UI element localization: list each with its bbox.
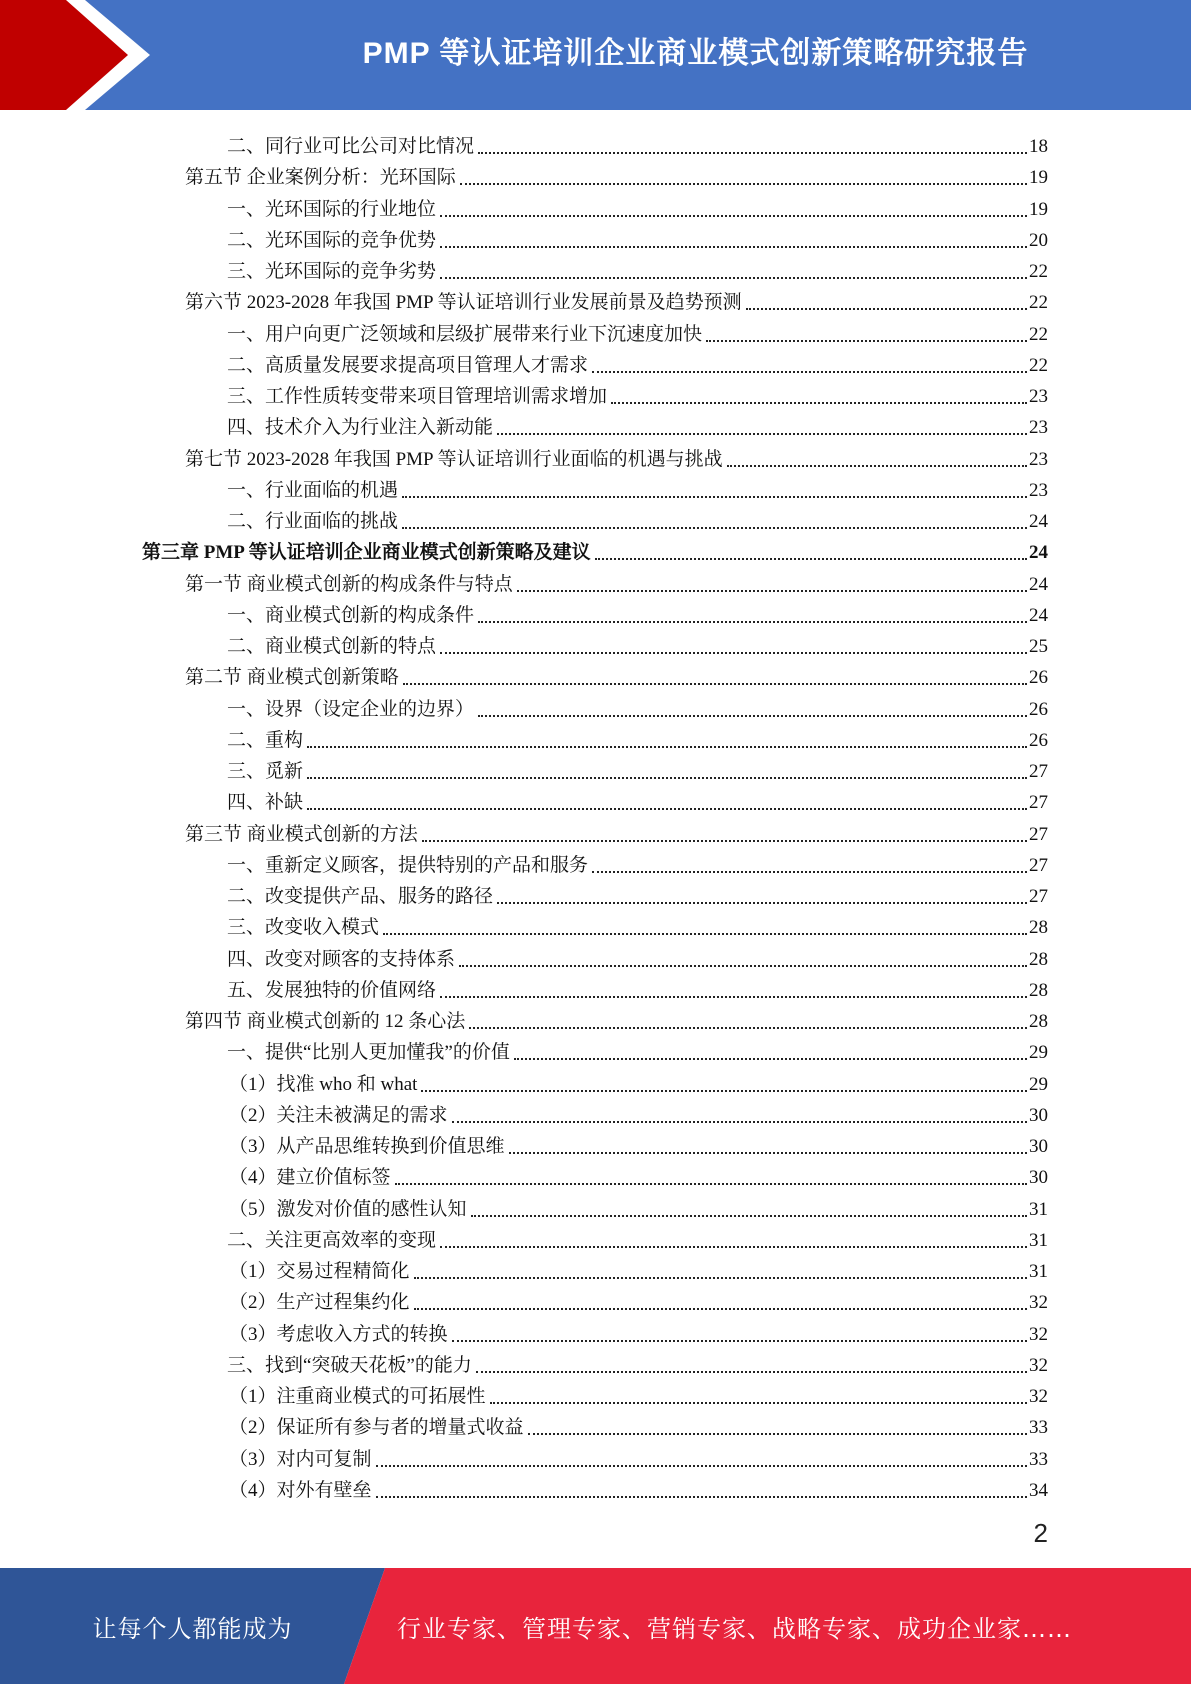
toc-entry-page: 26: [1029, 667, 1048, 689]
toc-entry-title: 第三节 商业模式创新的方法: [185, 823, 418, 845]
toc-entry-page: 20: [1029, 229, 1048, 251]
toc-dot-leader: [459, 964, 1027, 967]
toc-dot-leader: [706, 339, 1027, 342]
toc-entry-page: 23: [1029, 448, 1048, 470]
toc-entry-title: 第六节 2023-2028 年我国 PMP 等认证培训行业发展前景及趋势预测: [185, 292, 742, 314]
toc-dot-leader: [307, 745, 1027, 748]
toc-entry-page: 25: [1029, 636, 1048, 657]
toc-entry-page: 26: [1029, 729, 1048, 751]
toc-entry-title: 二、关注更高效率的变现: [227, 1229, 437, 1251]
toc-dot-leader: [414, 1307, 1027, 1310]
toc-dot-leader: [476, 1370, 1027, 1373]
toc-entry-title: 第四节 商业模式创新的 12 条心法: [185, 1011, 466, 1032]
toc-subsection-entry[interactable]: [229, 1315, 1048, 1346]
toc-entry-title: 三、找到“突破天花板”的能力: [227, 1354, 472, 1376]
toc-entry-title: （1）交易过程精简化: [229, 1261, 410, 1282]
page-header: [0, 0, 1191, 110]
toc-dot-leader: [592, 870, 1027, 873]
toc-section-entry[interactable]: [185, 1002, 1048, 1033]
toc-dot-leader: [611, 401, 1027, 404]
toc-section-entry[interactable]: [185, 565, 1048, 596]
toc-subsection-entry[interactable]: [229, 1096, 1048, 1127]
toc-entry-title: （3）考虑收入方式的转换: [229, 1323, 448, 1345]
toc-entry-page: 30: [1029, 1136, 1048, 1157]
toc-subsection-entry[interactable]: [227, 627, 1048, 658]
toc-dot-leader: [440, 214, 1027, 217]
toc-entry-title: 四、补缺: [227, 792, 304, 814]
toc-entry-page: 32: [1029, 1386, 1048, 1407]
toc-entry-title: 一、提供“比别人更加懂我”的价值: [227, 1042, 510, 1064]
toc-entry-page: 32: [1029, 1354, 1048, 1376]
toc-entry-title: （3）对内可复制: [229, 1448, 372, 1470]
toc-dot-leader: [402, 526, 1027, 529]
toc-entry-title: （5）激发对价值的感性认知: [229, 1198, 467, 1220]
toc-entry-title: 第七节 2023-2028 年我国 PMP 等认证培训行业面临的机遇与挑战: [185, 448, 723, 470]
toc-entry-page: 23: [1029, 479, 1048, 501]
toc-entry-page: 31: [1029, 1261, 1048, 1282]
toc-entry-page: 31: [1029, 1229, 1048, 1251]
toc-subsection-entry[interactable]: [229, 1252, 1048, 1283]
toc-entry-title: 一、光环国际的行业地位: [227, 198, 437, 220]
toc-entry-title: 一、商业模式创新的构成条件: [227, 604, 475, 626]
toc-chapter-entry[interactable]: [142, 533, 1048, 564]
footer-slogan-left: 让每个人都能成为: [92, 1614, 293, 1643]
toc-subsection-entry[interactable]: [227, 471, 1048, 502]
toc-entry-title: 三、光环国际的竞争劣势: [227, 261, 437, 282]
toc-entry-title: 二、高质量发展要求提高项目管理人才需求: [227, 354, 589, 376]
toc-entry-page: 26: [1029, 698, 1048, 720]
toc-dot-leader: [592, 370, 1027, 373]
toc-dot-leader: [307, 776, 1027, 779]
toc-entry-page: 22: [1029, 292, 1048, 314]
toc-section-entry[interactable]: [185, 658, 1048, 689]
toc-entry-title: （1）注重商业模式的可拓展性: [229, 1386, 486, 1407]
toc-section-entry[interactable]: [185, 440, 1048, 471]
toc-subsection-entry[interactable]: [227, 1346, 1048, 1377]
toc-entry-page: 23: [1029, 386, 1048, 407]
toc-entry-title: 第二节 商业模式创新策略: [185, 667, 399, 689]
toc-subsection-entry[interactable]: [227, 846, 1048, 877]
toc-subsection-entry[interactable]: [227, 377, 1048, 408]
toc-entry-page: 24: [1029, 542, 1048, 564]
toc-subsection-entry[interactable]: [227, 408, 1048, 439]
toc-dot-leader: [421, 1089, 1027, 1092]
toc-entry-page: 28: [1029, 979, 1048, 1001]
toc-dot-leader: [414, 1276, 1027, 1279]
footer-slogan-right: 行业专家、管理专家、营销专家、战略专家、成功企业家……: [397, 1614, 1072, 1643]
toc-dot-leader: [452, 1339, 1027, 1342]
toc-entry-title: 三、觅新: [227, 761, 304, 782]
toc-entry-page: 31: [1029, 1198, 1048, 1220]
toc-entry-title: 四、技术介入为行业注入新动能: [227, 417, 494, 439]
toc-entry-title: 二、重构: [227, 729, 304, 751]
toc-dot-leader: [514, 1057, 1027, 1060]
toc-entry-title: 一、设界（设定企业的边界）: [227, 698, 475, 720]
toc-entry-title: 第一节 商业模式创新的构成条件与特点: [185, 573, 513, 595]
page-number: 2: [1033, 1518, 1048, 1548]
toc-entry-page: 27: [1029, 792, 1048, 814]
toc-subsection-entry[interactable]: [227, 596, 1048, 627]
toc-subsection-entry[interactable]: [229, 1471, 1048, 1502]
toc-entry-page: 24: [1029, 604, 1048, 626]
toc-subsection-entry[interactable]: [227, 690, 1048, 721]
toc-dot-leader: [402, 495, 1027, 498]
toc-dot-leader: [395, 1182, 1027, 1185]
toc-entry-page: 27: [1029, 761, 1048, 782]
toc-entry-page: 24: [1029, 573, 1048, 595]
toc-dot-leader: [440, 995, 1027, 998]
toc-subsection-entry[interactable]: [227, 940, 1048, 971]
toc-subsection-entry[interactable]: [227, 315, 1048, 346]
toc-subsection-entry[interactable]: [229, 1127, 1048, 1158]
toc-dot-leader: [497, 432, 1027, 435]
toc-entry-page: 22: [1029, 354, 1048, 376]
toc-dot-leader: [440, 245, 1027, 248]
toc-entry-title: 一、行业面临的机遇: [227, 479, 399, 501]
toc-dot-leader: [517, 589, 1027, 592]
toc-entry-page: 33: [1029, 1417, 1048, 1439]
toc-dot-leader: [478, 714, 1027, 717]
toc-dot-leader: [376, 1495, 1027, 1498]
toc-subsection-entry[interactable]: [229, 1440, 1048, 1471]
toc-subsection-entry[interactable]: [227, 783, 1048, 814]
toc-entry-page: 29: [1029, 1042, 1048, 1064]
toc-dot-leader: [746, 307, 1027, 310]
toc-subsection-entry[interactable]: [227, 752, 1048, 783]
toc-entry-page: 27: [1029, 886, 1048, 907]
toc-dot-leader: [440, 276, 1027, 279]
toc-entry-title: （4）对外有壁垒: [229, 1479, 372, 1501]
toc-entry-page: 32: [1029, 1292, 1048, 1314]
toc-dot-leader: [307, 807, 1027, 810]
toc-entry-page: 19: [1029, 167, 1048, 189]
toc-entry-title: 四、改变对顾客的支持体系: [227, 948, 456, 970]
toc-subsection-entry[interactable]: [227, 252, 1048, 283]
toc-subsection-entry[interactable]: [227, 908, 1048, 939]
toc-entry-page: 34: [1029, 1479, 1048, 1501]
toc-dot-leader: [440, 651, 1027, 654]
toc-entry-title: （4）建立价值标签: [229, 1167, 391, 1189]
toc-entry-page: 27: [1029, 823, 1048, 845]
toc-subsection-entry[interactable]: [227, 971, 1048, 1002]
toc-subsection-entry[interactable]: [227, 721, 1048, 752]
toc-entry-title: （2）保证所有参与者的增量式收益: [229, 1417, 524, 1439]
toc-dot-leader: [497, 901, 1027, 904]
toc-dot-leader: [478, 151, 1027, 154]
toc-dot-leader: [490, 1401, 1027, 1404]
toc-entry-page: 22: [1029, 261, 1048, 282]
toc-entry-title: （3）从产品思维转换到价值思维: [229, 1136, 505, 1157]
toc-dot-leader: [478, 620, 1027, 623]
toc-entry-title: 二、改变提供产品、服务的路径: [227, 886, 494, 907]
toc-entry-title: （2）关注未被满足的需求: [229, 1104, 448, 1126]
toc-entry-page: 30: [1029, 1167, 1048, 1189]
report-title: PMP 等认证培训企业商业模式创新策略研究报告: [362, 37, 1029, 70]
toc-entry-page: 30: [1029, 1104, 1048, 1126]
toc-subsection-entry[interactable]: [229, 1408, 1048, 1439]
toc-subsection-entry[interactable]: [227, 1221, 1048, 1252]
toc-entry-title: 二、行业面临的挑战: [227, 511, 399, 532]
toc-entry-page: 28: [1029, 917, 1048, 939]
toc-subsection-entry[interactable]: [229, 1158, 1048, 1189]
toc-section-entry[interactable]: [185, 283, 1048, 314]
toc-entry-title: 三、改变收入模式: [227, 917, 380, 939]
toc-entry-title: （1）找准 who 和 what: [229, 1073, 418, 1095]
toc-subsection-entry[interactable]: [227, 502, 1048, 533]
toc-subsection-entry[interactable]: [229, 1283, 1048, 1314]
toc-entry-page: 27: [1029, 854, 1048, 876]
toc-dot-leader: [383, 932, 1027, 935]
toc-entry-title: 三、工作性质转变带来项目管理培训需求增加: [227, 386, 608, 407]
toc-dot-leader: [403, 682, 1027, 685]
toc-subsection-entry[interactable]: [227, 127, 1048, 158]
toc-section-entry[interactable]: [185, 158, 1048, 189]
toc-dot-leader: [376, 1464, 1027, 1467]
toc-dot-leader: [440, 1245, 1027, 1248]
toc-entry-page: 18: [1029, 136, 1048, 157]
toc-entry-title: 二、光环国际的竞争优势: [227, 229, 437, 251]
toc-entry-page: 22: [1029, 323, 1048, 345]
toc-section-entry[interactable]: [185, 815, 1048, 846]
toc-dot-leader: [452, 1120, 1027, 1123]
toc-entry-title: 一、用户向更广泛领域和层级扩展带来行业下沉速度加快: [227, 323, 703, 345]
toc-entry-title: 二、同行业可比公司对比情况: [227, 136, 475, 157]
toc-dot-leader: [471, 1214, 1027, 1217]
toc-dot-leader: [727, 464, 1027, 467]
toc-entry-page: 32: [1029, 1323, 1048, 1345]
toc-dot-leader: [509, 1151, 1027, 1154]
toc-dot-leader: [595, 557, 1027, 560]
toc-entry-title: 二、商业模式创新的特点: [227, 636, 437, 657]
toc-entry-page: 23: [1029, 417, 1048, 439]
toc-entry-page: 33: [1029, 1448, 1048, 1470]
toc-entry-title: 五、发展独特的价值网络: [227, 979, 437, 1001]
page-footer: [0, 1568, 1191, 1684]
toc-dot-leader: [460, 182, 1027, 185]
header-arrow-decoration: [0, 0, 200, 110]
toc-entry-page: 19: [1029, 198, 1048, 220]
toc-subsection-entry[interactable]: [227, 877, 1048, 908]
toc-entry-title: 第三章 PMP 等认证培训企业商业模式创新策略及建议: [142, 542, 591, 564]
toc-dot-leader: [422, 839, 1027, 842]
toc-dot-leader: [469, 1026, 1027, 1029]
toc-subsection-entry[interactable]: [229, 1065, 1048, 1096]
toc-entry-page: 28: [1029, 1011, 1048, 1032]
toc-subsection-entry[interactable]: [229, 1377, 1048, 1408]
toc-entry-page: 28: [1029, 948, 1048, 970]
toc-entry-title: （2）生产过程集约化: [229, 1292, 410, 1314]
toc-subsection-entry[interactable]: [227, 190, 1048, 221]
toc-entry-page: 29: [1029, 1073, 1048, 1095]
toc-entry-title: 第五节 企业案例分析：光环国际: [185, 167, 456, 189]
toc-subsection-entry[interactable]: [227, 221, 1048, 252]
toc-entry-title: 一、重新定义顾客，提供特别的产品和服务: [227, 854, 589, 876]
toc-subsection-entry[interactable]: [227, 1033, 1048, 1064]
toc-dot-leader: [528, 1432, 1027, 1435]
toc-subsection-entry[interactable]: [227, 346, 1048, 377]
toc-subsection-entry[interactable]: [229, 1190, 1048, 1221]
toc-entry-page: 24: [1029, 511, 1048, 532]
